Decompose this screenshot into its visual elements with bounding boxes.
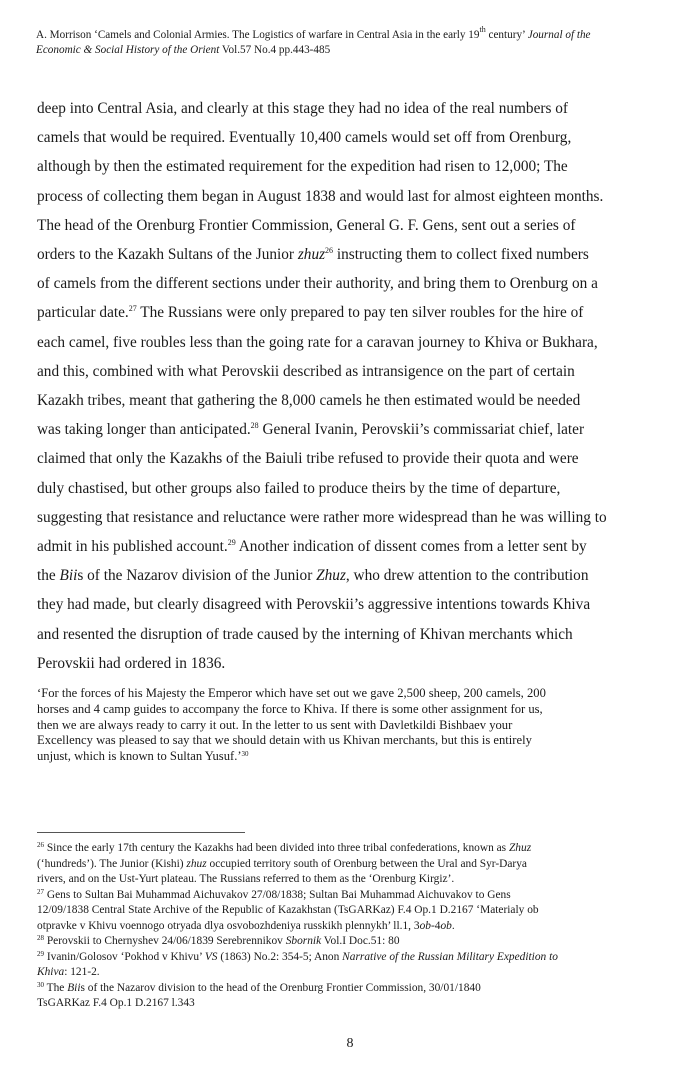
body-line: claimed that only the Kazakhs of the Baiuli tribe refused to provide their quota and were — [37, 450, 579, 468]
body-line: the Biis of the Nazarov division of the Junior Zhuz, who drew attention to the contribution — [37, 567, 589, 585]
quote-line: Excellency was pleased to say that we should detain with us Khivan merchants, but this is entirely — [37, 733, 532, 748]
body-line: each camel, five roubles less than the going rate for a caravan journey to Khiva or Bukhara, — [37, 333, 598, 351]
footnote-ref-27[interactable]: 27 — [128, 304, 137, 314]
header-line-1: A. Morrison ‘Camels and Colonial Armies. The Logistics of warfare in Central Asia in the early 19th century’ Journal of the — [36, 25, 591, 41]
footnote-29-cont: Khiva: 121-2. — [37, 966, 100, 978]
body-line: suggesting that resistance and reluctance were rather more widespread than he was willing to — [37, 508, 607, 526]
footnote-ref-30[interactable]: 30 — [241, 750, 249, 759]
footnote-26-cont: (‘hundreds’). The Junior (Kishi) zhuz occupied territory south of Orenburg between the Ural and Syr-Darya — [37, 857, 527, 870]
running-header — [36, 25, 666, 58]
footnote-30: $^{30}$ The Biis of the Nazarov division to the head of the Orenburg Frontier Commission, 30/01/1840 — [37, 980, 481, 994]
footnote-separator — [37, 832, 245, 833]
footnote-27-cont: 12/09/1838 Central State Archive of the Republic of Kazakhstan (TsGARKaz) F.4 Op.1 D.2167 ‘Materialy ob — [37, 904, 539, 916]
footnote-30-cont: TsGARKaz F.4 Op.1 D.2167 l.343 — [37, 997, 195, 1009]
quote-line: ‘For the forces of his Majesty the Emperor which have set out we gave 2,500 sheep, 200 camels, 200 — [37, 686, 546, 700]
body-line: camels that would be required. Eventually 10,400 camels would set off from Orenburg, — [37, 129, 572, 147]
body-line: Kazakh tribes, meant that gathering the 8,000 camels he then estimated would be needed — [37, 392, 581, 410]
block-quote — [37, 686, 667, 765]
body-line: duly chastised, but other groups also failed to produce theirs by the time of departure, — [37, 479, 561, 497]
body-line: process of collecting them began in August 1838 and would last for almost eighteen months. — [37, 187, 604, 205]
quote-line: then we are always ready to carry it out. In the letter to us sent with Davletkildi Bishbaev your — [37, 717, 513, 732]
journal-title: Journal of the — [527, 29, 591, 41]
body-line: deep into Central Asia, and clearly at this stage they had no idea of the real numbers of — [37, 100, 568, 117]
quote-line: horses and 4 camp guides to accompany the force to Khiva. If there is some other assignment for us, — [37, 701, 543, 716]
body-line: was taking longer than anticipated.$^{28}$ General Ivanin, Perovskii’s commissariat chief, later — [37, 421, 585, 439]
body-line: orders to the Kazakh Sultans of the Junior zhuz$^{26}$ instructing them to collect fixed numbers — [37, 246, 589, 264]
footnote-28: $^{28}$ Perovskii to Chernyshev 24/06/1839 Serebrennikov Sbornik Vol.I Doc.51: 80 — [37, 934, 400, 947]
footnotes — [37, 841, 667, 1012]
page-number: 8 — [346, 1036, 354, 1051]
footnote-ref-29[interactable]: 29 — [227, 538, 236, 548]
body-line: admit in his published account.$^{29}$ Another indication of dissent comes from a letter sent by — [37, 538, 587, 556]
body-line: The head of the Orenburg Frontier Commission, General G. F. Gens, sent out a series of — [37, 216, 576, 234]
body-line: although by then the estimated requirement for the expedition had risen to 12,000; The — [37, 158, 568, 176]
body-line: of camels from the different sections under their authority, and bring them to Orenburg on a — [37, 275, 598, 293]
body-line: Perovskii had ordered in 1836. — [37, 654, 226, 672]
header-line-2: Economic & Social History of the Orient Vol.57 No.4 pp.443-485 — [36, 44, 331, 56]
body-paragraph — [37, 94, 667, 678]
footnote-27-cont: otpravke v Khivu voennogo otryada dlya osvobozhdeniya russkikh plennykh’ ll.1, 3ob-4ob. — [37, 919, 455, 932]
body-line: and resented the disruption of trade caused by the interning of Khivan merchants which — [37, 625, 573, 643]
body-line: and this, combined with what Perovskii described as intransigence on the part of certain — [37, 362, 575, 380]
footnote-29: $^{29}$ Ivanin/Golosov ‘Pokhod v Khivu’ VS (1863) No.2: 354-5; Anon Narrative of the Russian Military Expedition to — [37, 949, 558, 963]
body-line: they had made, but clearly disagreed with Perovskii’s aggressive intentions towards Khiva — [37, 596, 591, 614]
footnote-ref-26[interactable]: 26 — [325, 246, 334, 256]
footnote-ref-28[interactable]: 28 — [250, 421, 259, 431]
footnote-26-cont: rivers, and on the Ust-Yurt plateau. The Russians referred to them as the ‘Orenburg Kirgiz’. — [37, 873, 455, 885]
footnote-27: $^{27}$ Gens to Sultan Bai Muhammad Aichuvakov 27/08/1838; Sultan Bai Muhammad Aichuvakov to Gens — [37, 887, 511, 901]
quote-line: unjust, which is known to Sultan Yusuf.’$^{30}$ — [37, 749, 249, 764]
journal-title-cont: Economic & Social History of the Orient — [36, 44, 220, 56]
body-line: particular date.$^{27}$ The Russians were only prepared to pay ten silver roubles for the hire of — [37, 304, 584, 322]
footnote-26: $^{26}$ Since the early 17th century the Kazakhs had been divided into three tribal confederations, known as Zhuz — [37, 841, 532, 854]
